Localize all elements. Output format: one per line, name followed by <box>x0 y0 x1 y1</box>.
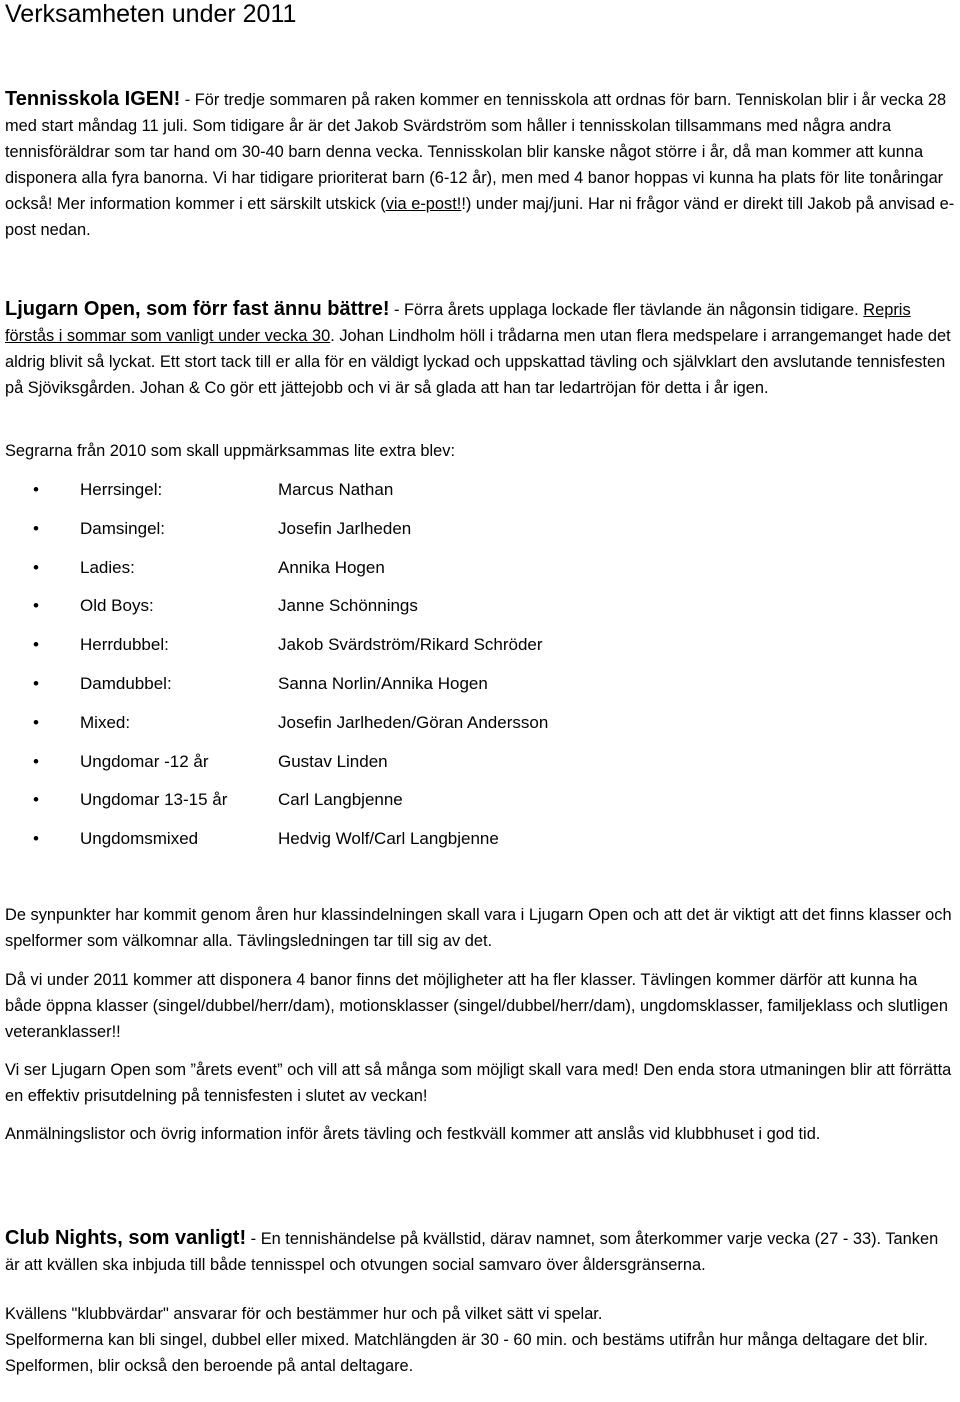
winners-list <box>5 476 705 864</box>
bullet-icon: • <box>33 518 39 538</box>
ljugarn-text: - Förra årets upplaga lockade fler tävlande än någonsin tidigare. <box>389 301 864 319</box>
hosts-line: Kvällens "klubbvärdar" ansvarar för och bestämmer hur och på vilket sätt vi spelar. <box>5 1305 603 1323</box>
winner-category: Ungdomar -12 år <box>80 751 209 771</box>
winner-category: Damsingel: <box>80 518 166 538</box>
tennisskola-text-end: !) under maj/juni. Har ni frågor vänd er direkt till Jakob på anvisad e-post nedan. <box>5 195 955 239</box>
winner-name: Marcus Nathan <box>278 480 394 499</box>
winner-category: Ungdomsmixed <box>80 829 199 849</box>
winner-category: Damdubbel: <box>80 673 172 693</box>
list-item <box>5 476 705 515</box>
tennisskola-section <box>5 86 955 243</box>
club-nights-section <box>5 1225 955 1278</box>
list-item <box>5 554 705 593</box>
list-item <box>5 748 705 787</box>
list-item <box>5 709 705 748</box>
courts-paragraph: Då vi under 2011 kommer att disponera 4 banor finns det möjligheter att ha fler klasser. Tävlingen kommer därför att kunna ha både öppna klasser (singel/dubbel/herr/dam), motionsklasser (singel/dubbel/herr/dam), ungdomsklasser, familjeklass och slutligen veteranklasser!! <box>5 971 948 1041</box>
winner-name: Gustav Linden <box>278 751 388 771</box>
bullet-icon: • <box>33 635 39 655</box>
winner-category: Old Boys: <box>80 596 154 616</box>
list-item <box>5 592 705 631</box>
list-item <box>5 786 705 825</box>
ljugarn-repris-text: Repris förstås i sommar som vanligt under vecka 30 <box>5 301 911 345</box>
club-nights-heading: Club Nights, som vanligt! <box>5 1227 247 1249</box>
bullet-icon: • <box>33 673 39 693</box>
email-link[interactable]: via e-post! <box>385 195 462 213</box>
winner-name: Hedvig Wolf/Carl Langbjenne <box>278 829 499 849</box>
winner-name: Josefin Jarlheden/Göran Andersson <box>278 712 549 732</box>
event-paragraph: Vi ser Ljugarn Open som ”årets event” och vill att så många som möjligt skall vara med! Den enda stora utmaningen blir att förrätta en effektiv prisutdelning på tennisfesten i slutet av veckan! <box>5 1061 952 1105</box>
winner-name: Janne Schönnings <box>278 596 418 616</box>
list-item <box>5 825 705 864</box>
winner-name: Sanna Norlin/Annika Hogen <box>278 673 488 693</box>
ljugarn-heading: Ljugarn Open, som förr fast ännu bättre! <box>5 298 390 320</box>
winner-category: Mixed: <box>80 712 131 732</box>
bullet-icon: • <box>33 751 39 771</box>
ljugarn-text-end: . Johan Lindholm höll i trådarna men utan flera medspelare i arrangemanget hade det aldrig blivit så lyckat. Ett stort tack till er alla för en väldigt lyckad och uppskattad tävling och självklart den avslutande tennisfesten på Sjöviksgården. Johan & Co gör ett jättejobb och vi är så glada att han tar ledartröjan för detta i år igen. <box>5 327 951 397</box>
bullet-icon: • <box>33 557 39 577</box>
winner-category: Herrsingel: <box>80 480 163 499</box>
bullet-icon: • <box>33 712 39 732</box>
list-item <box>5 515 705 554</box>
page-title: Verksamheten under 2011 <box>5 0 297 28</box>
formats-line: Spelformerna kan bli singel, dubbel eller mixed. Matchlängden är 30 - 60 min. och bestäms utifrån hur många deltagare det blir. <box>5 1331 928 1349</box>
tennisskola-heading: Tennisskola IGEN! <box>5 88 181 110</box>
winner-name: Jakob Svärdström/Rikard Schröder <box>278 635 543 655</box>
bullet-icon: • <box>33 596 39 616</box>
list-item <box>5 670 705 709</box>
club-nights-details <box>5 1301 955 1379</box>
classes-paragraph: De synpunkter har kommit genom åren hur klassindelningen skall vara i Ljugarn Open och att det är viktigt att det finns klasser och spelformer som välkomnar alla. Tävlingsledningen tar till sig av det. <box>5 906 952 950</box>
winner-name: Josefin Jarlheden <box>278 518 412 538</box>
bullet-icon: • <box>33 790 39 810</box>
registration-paragraph: Anmälningslistor och övrig information inför årets tävling och festkväll kommer att anslås vid klubbhuset i god tid. <box>5 1125 821 1143</box>
winner-name: Annika Hogen <box>278 557 385 577</box>
winner-category: Ungdomar 13-15 år <box>80 790 228 810</box>
club-nights-text: - En tennishändelse på kvällstid, därav namnet, som återkommer varje vecka (27 - 33). Tanken är att kvällen ska inbjuda till både tennisspel och otvungen social samvaro över åldersgränserna. <box>5 1230 939 1274</box>
bullet-icon: • <box>33 829 39 849</box>
club-nights-paragraph <box>5 1225 955 1278</box>
ljugarn-paragraph <box>5 296 955 401</box>
winner-category: Herrdubbel: <box>80 635 169 655</box>
winner-category: Ladies: <box>80 557 135 577</box>
winner-name: Carl Langbjenne <box>278 790 403 810</box>
bullet-icon: • <box>33 480 39 499</box>
tennisskola-text: - För tredje sommaren på raken kommer en tennisskola att ordnas för barn. Tenniskolan blir i år vecka 28 med start måndag 11 juli. Som tidigare år är det Jakob Svärdström som håller i tennisskolan tillsammans med några andra tennisföräldrar som tar hand om 30-40 barn denna vecka. Tennisskolan blir kanske något större i år, då man kommer att kunna disponera alla fyra banorna. Vi har tidigare prioriterat barn (6-12 år), men med 4 banor hoppas vi kunna ha plats för lite tonåringar också! Mer information kommer i ett särskilt utskick ( <box>5 91 947 213</box>
ljugarn-section <box>5 296 955 401</box>
tennisskola-paragraph <box>5 86 955 243</box>
winners-intro: Segrarna från 2010 som skall uppmärksammas lite extra blev: <box>5 442 456 460</box>
list-item <box>5 631 705 670</box>
format-depends-line: Spelformen, blir också den beroende på antal deltagare. <box>5 1357 414 1375</box>
